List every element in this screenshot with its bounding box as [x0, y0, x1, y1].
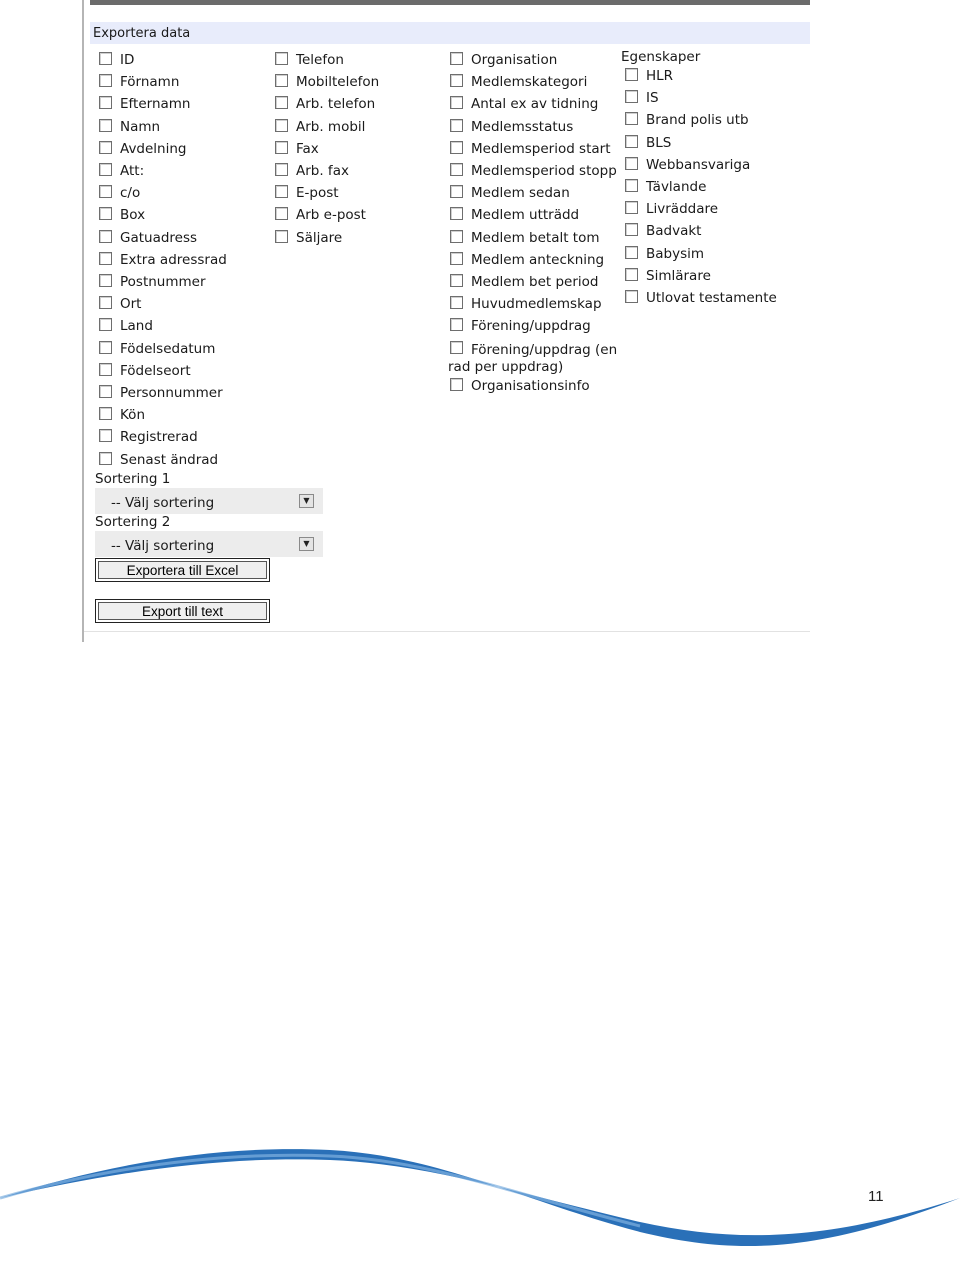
checkbox-label: Extra adressrad: [120, 251, 227, 268]
checkbox[interactable]: [99, 252, 112, 265]
checkbox-label: Fax: [296, 140, 319, 157]
checkbox-label: Arb. mobil: [296, 118, 366, 135]
checkbox-label: Webbansvariga: [646, 156, 751, 173]
sort1-value: -- Välj sortering: [111, 495, 215, 511]
checkbox-label: Postnummer: [120, 274, 206, 290]
checkbox-label: Säljare: [296, 229, 343, 246]
checkbox[interactable]: [99, 452, 112, 465]
checkbox-label: Antal ex av tidning: [471, 96, 599, 113]
checkbox-label: Medlem betalt tom: [471, 229, 600, 246]
checkbox-label: Senast ändrad: [120, 451, 219, 468]
checkbox-label: BLS: [646, 134, 672, 151]
checkbox-label: Telefon: [296, 52, 344, 68]
checkbox-label: Brand polis utb: [646, 112, 749, 129]
checkbox[interactable]: [450, 52, 463, 65]
sort1-select[interactable]: [95, 488, 323, 514]
checkbox[interactable]: [625, 68, 638, 81]
footer-swoosh: [0, 1140, 960, 1262]
checkbox-label: Personnummer: [120, 385, 223, 401]
checkbox[interactable]: [99, 163, 112, 176]
checkbox[interactable]: [99, 119, 112, 132]
checkbox[interactable]: [625, 246, 638, 259]
checkbox-label: Organisation: [471, 52, 558, 68]
checkbox[interactable]: [99, 74, 112, 87]
checkbox-label: Avdelning: [120, 140, 187, 157]
checkbox[interactable]: [450, 207, 463, 220]
checkbox-label: Arb e-post: [296, 207, 366, 224]
sort2-value: -- Välj sortering: [111, 538, 215, 554]
checkbox[interactable]: [625, 201, 638, 214]
sort2-select[interactable]: [95, 531, 323, 557]
checkbox[interactable]: [275, 185, 288, 198]
checkbox[interactable]: [99, 296, 112, 309]
checkbox-label: Medlemsperiod start: [471, 140, 611, 157]
checkbox[interactable]: [625, 290, 638, 303]
checkbox-label: Arb. fax: [296, 163, 349, 179]
checkbox-label: Box: [120, 207, 146, 224]
checkbox[interactable]: [625, 157, 638, 170]
checkbox[interactable]: [99, 341, 112, 354]
checkbox-label: Medlem sedan: [471, 185, 570, 202]
checkbox-label: Födelsedatum: [120, 340, 216, 357]
panel-header: Exportera data: [90, 22, 810, 44]
checkbox[interactable]: [625, 268, 638, 281]
checkbox-label: Livräddare: [646, 201, 719, 218]
checkbox-label: Registrerad: [120, 429, 198, 446]
checkbox-label: HLR: [646, 68, 674, 84]
top-bar: [90, 0, 810, 5]
checkbox-label: Födelseort: [120, 362, 191, 379]
checkbox[interactable]: [275, 230, 288, 243]
sort1-label: Sortering 1: [95, 471, 171, 487]
checkbox[interactable]: [99, 52, 112, 65]
checkbox[interactable]: [625, 179, 638, 192]
checkbox[interactable]: [99, 407, 112, 420]
checkbox-label: Förening/uppdrag: [471, 318, 591, 335]
left-border: [82, 0, 84, 642]
checkbox-label: Förening/uppdrag (en rad per uppdrag): [448, 341, 618, 375]
checkbox-label: Babysim: [646, 245, 705, 262]
checkbox[interactable]: [99, 207, 112, 220]
checkbox[interactable]: [99, 429, 112, 442]
checkbox-label: Arb. telefon: [296, 96, 376, 113]
checkbox[interactable]: [625, 112, 638, 125]
checkbox[interactable]: [450, 230, 463, 243]
checkbox-label: Huvudmedlemskap: [471, 296, 602, 313]
checkbox[interactable]: [99, 385, 112, 398]
checkbox[interactable]: [99, 185, 112, 198]
checkbox[interactable]: [450, 185, 463, 198]
checkbox-label: Organisationsinfo: [471, 377, 590, 394]
sort2-label: Sortering 2: [95, 514, 171, 530]
checkbox-label: Utlovat testamente: [646, 290, 777, 306]
checkbox-label: ID: [120, 52, 135, 68]
checkbox[interactable]: [450, 296, 463, 309]
checkbox[interactable]: [99, 363, 112, 376]
export-excel-label: Exportera till Excel: [98, 561, 267, 579]
checkbox[interactable]: [275, 74, 288, 87]
chevron-down-icon[interactable]: ▼: [299, 494, 314, 508]
checkbox-label: Land: [120, 318, 153, 335]
checkbox[interactable]: [275, 96, 288, 109]
checkbox[interactable]: [450, 74, 463, 87]
checkbox-label: Medlem utträdd: [471, 207, 580, 224]
export-text-button[interactable]: [95, 599, 270, 623]
checkbox-label: Namn: [120, 118, 161, 135]
egenskaper-title: Egenskaper: [621, 49, 701, 65]
checkbox-label: Simlärare: [646, 267, 711, 284]
checkbox-label: IS: [646, 90, 659, 107]
checkbox[interactable]: [99, 96, 112, 109]
checkbox[interactable]: [450, 119, 463, 132]
export-excel-button[interactable]: [95, 558, 270, 582]
checkbox-label: Efternamn: [120, 96, 191, 113]
checkbox[interactable]: [450, 378, 463, 391]
checkbox[interactable]: [275, 52, 288, 65]
checkbox-label: Medlemskategori: [471, 74, 588, 91]
checkbox-label: Tävlande: [646, 179, 707, 195]
checkbox-label: Kön: [120, 407, 145, 424]
checkbox-label: E-post: [296, 185, 339, 202]
checkbox-label: Badvakt: [646, 223, 702, 240]
checkbox[interactable]: [450, 141, 463, 154]
checkbox-label: Medlemsperiod stopp: [471, 163, 617, 179]
checkbox-label: Gatuadress: [120, 229, 198, 246]
checkbox[interactable]: [275, 141, 288, 154]
checkbox[interactable]: [99, 274, 112, 287]
checkbox[interactable]: [275, 119, 288, 132]
checkbox[interactable]: [99, 141, 112, 154]
checkbox[interactable]: [99, 318, 112, 331]
chevron-down-icon[interactable]: ▼: [299, 537, 314, 551]
checkbox-label: Medlemsstatus: [471, 118, 574, 135]
checkbox-label: Att:: [120, 163, 145, 179]
checkbox-label: Medlem anteckning: [471, 251, 605, 268]
checkbox[interactable]: [625, 90, 638, 103]
panel-bottom-border: [84, 631, 810, 632]
checkbox-label: Mobiltelefon: [296, 74, 380, 91]
page-number: 11: [868, 1188, 884, 1205]
checkbox[interactable]: [625, 135, 638, 148]
checkbox[interactable]: [450, 163, 463, 176]
checkbox[interactable]: [450, 252, 463, 265]
checkbox[interactable]: [275, 207, 288, 220]
checkbox[interactable]: [450, 96, 463, 109]
checkbox[interactable]: [99, 230, 112, 243]
checkbox[interactable]: [450, 274, 463, 287]
checkbox-label: c/o: [120, 185, 141, 202]
checkbox-label: Förnamn: [120, 74, 180, 91]
checkbox[interactable]: [275, 163, 288, 176]
checkbox-label: Ort: [120, 296, 142, 313]
checkbox[interactable]: [450, 318, 463, 331]
checkbox-label: Medlem bet period: [471, 274, 599, 290]
checkbox[interactable]: [625, 223, 638, 236]
export-text-label: Export till text: [98, 602, 267, 620]
